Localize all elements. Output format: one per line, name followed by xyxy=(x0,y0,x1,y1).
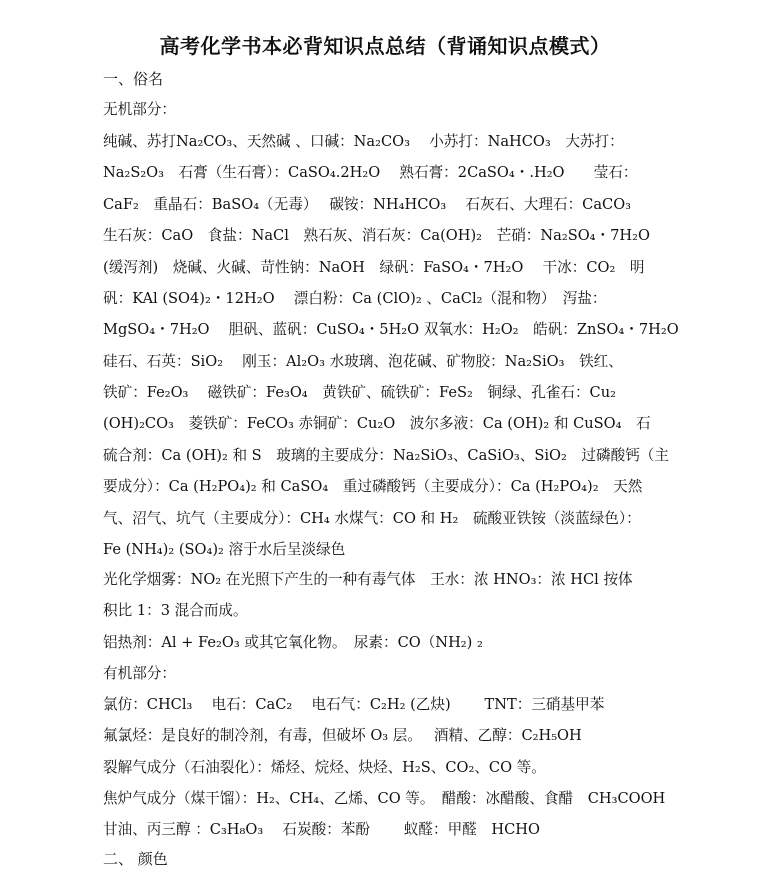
text-line: CaF₂ 重晶石：BaSO₄（无毒） 碳铵：NH₄HCO₃ 石灰石、大理石：CaCO₃ xyxy=(103,196,632,213)
document-title: 高考化学书本必背知识点总结（背诵知识点模式） xyxy=(159,34,611,58)
text-line: 要成分）：Ca (H₂PO₄)₂ 和 CaSO₄ 重过磷酸钙（主要成分）：Ca (H₂PO₄)₂ 天然 xyxy=(103,478,643,495)
text-line: 裂解气成分（石油裂化）：烯烃、烷烃、炔烃、H₂S、CO₂、CO 等。 xyxy=(103,759,546,776)
text-line: 气、沼气、坑气（主要成分）：CH₄ 水煤气：CO 和 H₂ 硫酸亚铁铵（淡蓝绿色）： xyxy=(103,510,641,527)
text-line: 铁矿：Fe₂O₃ 磁铁矿：Fe₃O₄ 黄铁矿、硫铁矿：FeS₂ 铜绿、孔雀石：Cu₂ xyxy=(103,384,616,401)
text-line: 积比 1：3 混合而成。 xyxy=(103,602,248,619)
subsection-inorganic: 无机部分： xyxy=(103,101,176,118)
text-line: Fe (NH₄)₂ (SO₄)₂ 溶于水后呈淡绿色 xyxy=(103,541,346,558)
text-line: MgSO₄・7H₂O 胆矾、蓝矾：CuSO₄・5H₂O 双氧水：H₂O₂ 皓矾：ZnSO₄・7H₂O xyxy=(103,321,679,338)
text-line: 生石灰：CaO 食盐：NaCl 熟石灰、消石灰：Ca(OH)₂ 芒硝：Na₂SO₄・7H₂O xyxy=(103,227,650,244)
text-line: 氯仿：CHCl₃ 电石：CaC₂ 电石气：C₂H₂ (乙炔) TNT：三硝基甲苯 xyxy=(103,696,605,713)
section-heading-colors: 二、 颜色 xyxy=(103,850,168,868)
text-line: (OH)₂CO₃ 菱铁矿：FeCO₃ 赤铜矿：Cu₂O 波尔多液：Ca (OH)₂ 和 CuSO₄ 石 xyxy=(103,415,651,432)
text-line: 光化学烟雾：NO₂ 在光照下产生的一种有毒气体 王水：浓 HNO₃：浓 HCl 按体 xyxy=(103,571,633,588)
text-line: 硫合剂：Ca (OH)₂ 和 S 玻璃的主要成分：Na₂SiO₃、CaSiO₃、SiO₂ 过磷酸钙（主 xyxy=(103,447,669,464)
text-line: 焦炉气成分（煤干馏）：H₂、CH₄、乙烯、CO 等。 醋酸：冰醋酸、食醋 CH₃COOH xyxy=(103,790,666,807)
text-line: (缓泻剂) 烧碱、火碱、苛性钠：NaOH 绿矾：FaSO₄・7H₂O 干冰：CO₂ 明 xyxy=(103,259,645,276)
text-line: Na₂S₂O₃ 石膏（生石膏）：CaSO₄.2H₂O 熟石膏：2CaSO₄・.H₂O 莹石： xyxy=(103,164,638,181)
text-line: 甘油、丙三醇 ：C₃H₈O₃ 石炭酸：苯酚 蚁醛：甲醛 HCHO xyxy=(103,821,540,838)
section-heading-common-names: 一、俗名 xyxy=(103,70,164,88)
text-line: 氟氯烃：是良好的制冷剂，有毒，但破坏 O₃ 层。 酒精、乙醇：C₂H₅OH xyxy=(103,727,582,744)
text-line: 矾：KAl (SO4)₂・12H₂O 漂白粉：Ca (ClO)₂ 、CaCl₂（混和物） 泻盐： xyxy=(103,290,607,307)
text-line: 硅石、石英：SiO₂ 刚玉：Al₂O₃ 水玻璃、泡花碱、矿物胶：Na₂SiO₃ 铁红、 xyxy=(103,353,623,370)
text-line: 纯碱、苏打Na₂CO₃、天然碱 、口碱：Na₂CO₃ 小苏打：NaHCO₃ 大苏打： xyxy=(103,133,624,150)
text-line: 铝热剂：Al + Fe₂O₃ 或其它氧化物。 尿素：CO（NH₂) ₂ xyxy=(103,634,483,651)
subsection-organic: 有机部分： xyxy=(103,665,176,682)
